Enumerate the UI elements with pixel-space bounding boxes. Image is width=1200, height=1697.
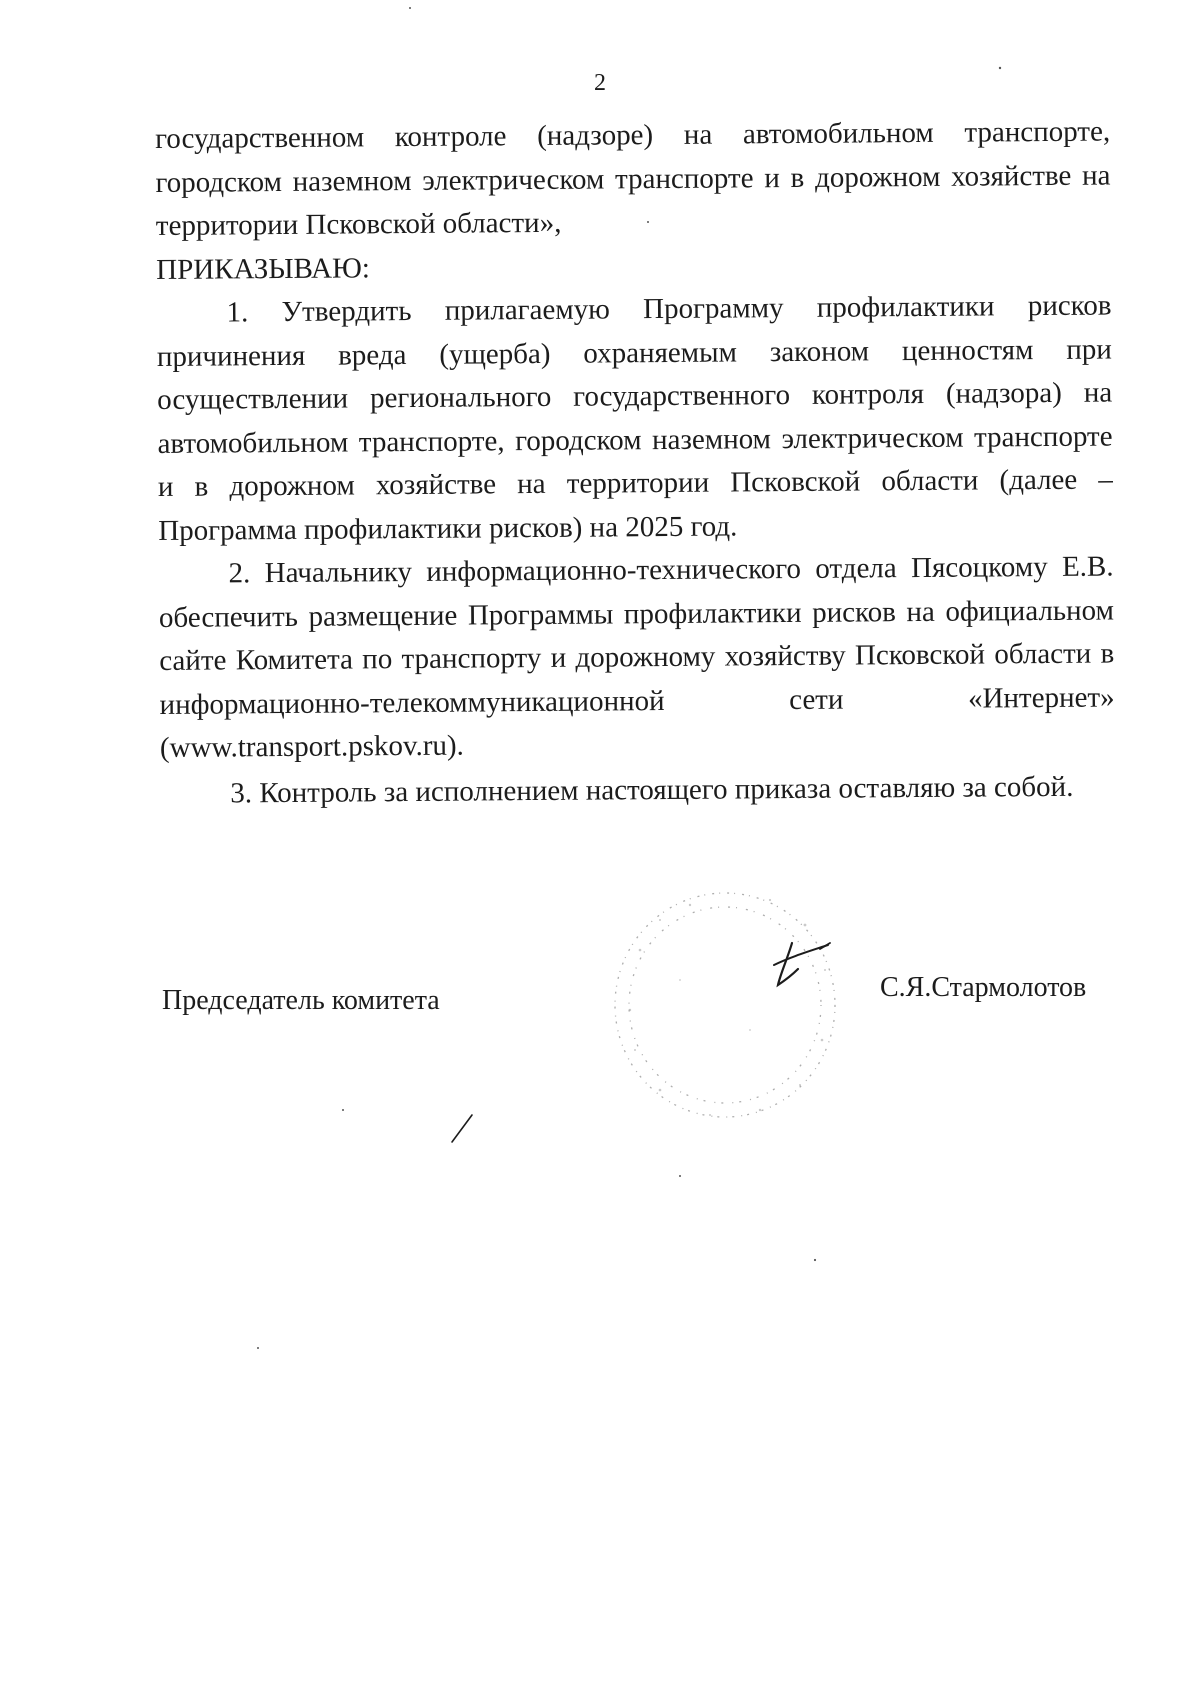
order-item-1: 1. Утвердить прилагаемую Программу профилактики рисков причинения вреда (ущерба) охраняемым законом ценностям при осуществлении регионального государственного контроля (надзора) на автомобильном транспорте, городском наземном электрическом транспорте и в дорожном хозяйстве на территории Псковской области (далее – Программа профилактики рисков) на 2025 год. <box>156 289 1113 547</box>
signer-position: Председатель комитета <box>162 985 440 1016</box>
order-item-3: 3. Контроль за исполнением настоящего приказа оставляю за собой. <box>230 770 1074 809</box>
order-item-2: 2. Начальнику информационно-технического отдела Пясоцкому Е.В. обеспечить размещение Программы профилактики рисков на официальном сайте Комитета по транспорту и дорожному хозяйству Псковской области в информационно-телекоммуникационной сети «Интернет» (www.transport.pskov.ru). <box>158 550 1115 764</box>
order-heading: ПРИКАЗЫВАЮ: <box>156 251 371 286</box>
page-number: 2 <box>594 70 606 96</box>
intro-paragraph: государственном контроле (надзоре) на автомобильном транспорте, городском наземном электрическом транспорте и в дорожном хозяйстве на территории Псковской области», <box>155 115 1111 242</box>
signer-name: С.Я.Стармолотов <box>880 972 1087 1003</box>
